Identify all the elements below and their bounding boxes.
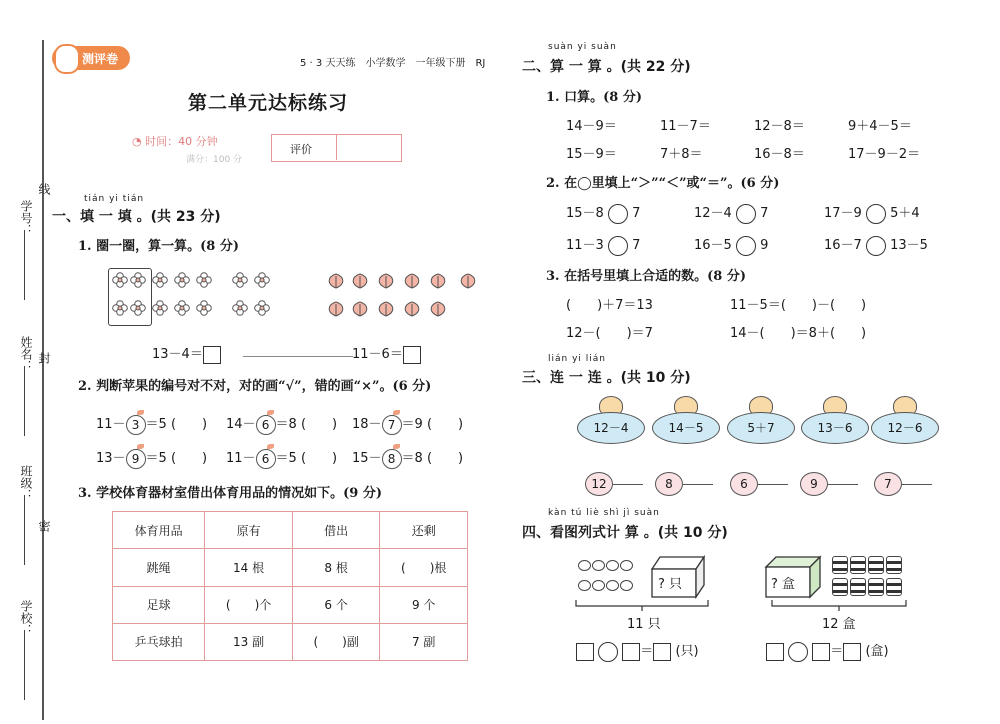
oral-calc-item[interactable]: 17－9－2＝ <box>848 147 921 162</box>
table-cell-blank[interactable]: ( )根 <box>380 549 468 586</box>
flower-icon <box>196 272 212 288</box>
compare-right: 13－5 <box>885 238 928 253</box>
sec1-pinyin: tián yi tián <box>84 194 145 204</box>
margin-mi: 密 <box>37 520 51 532</box>
formula-box[interactable] <box>766 643 784 661</box>
operator-circle[interactable] <box>788 642 808 662</box>
margin-banji-line <box>24 495 25 565</box>
leaf-icon <box>376 272 396 294</box>
apple-number-icon: 3 <box>126 415 146 435</box>
apple-expr-left: 13－ <box>96 451 126 466</box>
operator-circle[interactable] <box>598 642 618 662</box>
apple-judge-blank[interactable]: ＝5 ( ) <box>145 451 208 466</box>
leaf-icon <box>376 300 396 322</box>
compare-left: 11－3 <box>566 238 608 253</box>
formula-box[interactable] <box>622 643 640 661</box>
apple-item <box>226 413 337 435</box>
oral-calc-item[interactable]: 12－8＝ <box>754 119 805 134</box>
apple-expr-left: 11－ <box>226 451 256 466</box>
compare-right: 7 <box>627 206 641 221</box>
leaf-icon <box>402 272 422 294</box>
apple-judge-blank[interactable]: ＝5 ( ) <box>275 451 338 466</box>
margin-xingming-line <box>24 366 25 436</box>
leaf-icon <box>402 300 422 322</box>
table-header: 体育用品 <box>113 512 205 549</box>
leaf-icon <box>326 300 346 322</box>
sec4-title: 四、看图列式计 算 。(共 10 分) <box>522 525 728 541</box>
q1-title: 1. 圈一圈，算一算。(8 分) <box>78 239 239 254</box>
flower-icon <box>232 300 248 316</box>
q3-title: 3. 学校体育器材室借出体育用品的情况如下。(9 分) <box>78 486 382 501</box>
leaf-icon <box>458 272 478 294</box>
compare-left: 16－5 <box>694 238 736 253</box>
chick-icon <box>578 560 591 571</box>
margin-xuexiao-line <box>24 630 25 700</box>
cup-icon <box>850 578 866 596</box>
flower-icon <box>174 300 190 316</box>
formula-box[interactable] <box>653 643 671 661</box>
compare-right: 7 <box>627 238 641 253</box>
sec1-title: 一、填 一 填 。(共 23 分) <box>52 209 221 225</box>
flower-icon <box>152 300 168 316</box>
compare-circle[interactable] <box>736 236 756 256</box>
sec3-pinyin: lián yi lián <box>548 354 606 364</box>
table-cell: 9 个 <box>380 586 468 623</box>
apple-expr-left: 11－ <box>96 417 126 432</box>
chick-icon <box>606 580 619 591</box>
apple-expr-left: 18－ <box>352 417 382 432</box>
table-header: 借出 <box>292 512 380 549</box>
apple-item <box>226 447 337 469</box>
table-header-row <box>113 512 468 549</box>
apple-item <box>352 447 463 469</box>
flower-icon <box>232 272 248 288</box>
cup-icon <box>868 556 884 574</box>
compare-left: 17－9 <box>824 206 866 221</box>
table-row <box>113 586 468 623</box>
test-badge-label: 测评卷 <box>82 52 119 66</box>
formula-box[interactable] <box>576 643 594 661</box>
table-cell: 7 副 <box>380 623 468 660</box>
leaf-icon <box>350 300 370 322</box>
score-info: 满分：100 分 <box>186 155 243 165</box>
oral-calc-item[interactable]: 15－9＝ <box>566 147 617 162</box>
box-label: ? 盒 <box>771 577 796 592</box>
flower-icon <box>130 300 146 316</box>
compare-left: 16－7 <box>824 238 866 253</box>
lily-pad[interactable]: 5＋7 <box>727 412 795 444</box>
sec2-q1-title: 1. 口算。(8 分) <box>546 90 642 105</box>
compare-right: 9 <box>755 238 769 253</box>
lily-pad[interactable]: 13－6 <box>801 412 869 444</box>
leaf-icon <box>428 300 448 322</box>
flower-icon <box>254 272 270 288</box>
table-cell-blank[interactable]: ( )个 <box>205 586 293 623</box>
cup-icon <box>850 556 866 574</box>
right-brace <box>770 598 908 612</box>
q1-expr1: 13－4＝ <box>152 343 221 364</box>
table-row <box>113 623 468 660</box>
compare-left: 12－4 <box>694 206 736 221</box>
chick-icon <box>592 560 605 571</box>
margin-xuexiao-label: 学校： <box>19 600 33 636</box>
fill-item[interactable]: 11－5＝( )－( ) <box>730 298 867 313</box>
table-header: 原有 <box>205 512 293 549</box>
lily-pad[interactable]: 14－5 <box>652 412 720 444</box>
time-info: ◔ 时间：40 分钟 <box>132 135 218 148</box>
oral-calc-item[interactable]: 16－8＝ <box>754 147 805 162</box>
chick-icon <box>620 560 633 571</box>
apple-number-icon: 6 <box>256 415 276 435</box>
compare-left: 15－8 <box>566 206 608 221</box>
oral-calc-item[interactable]: 9＋4－5＝ <box>848 119 912 134</box>
chick-icon <box>620 580 633 591</box>
table-cell: 13 副 <box>205 623 293 660</box>
margin-xian: 线 <box>37 183 51 195</box>
evaluation-field[interactable] <box>337 135 399 160</box>
apple-number-icon: 9 <box>126 449 146 469</box>
clock-icon: ◔ <box>132 135 146 148</box>
leaf-icon <box>326 272 346 294</box>
apple-number-icon: 8 <box>382 449 402 469</box>
margin-xuehao-label: 学号： <box>19 200 33 236</box>
oral-calc-item[interactable]: 11－7＝ <box>660 119 711 134</box>
right-formula: ＝ (盒) <box>766 640 889 662</box>
margin-feng: 封 <box>37 352 51 364</box>
compare-item <box>566 202 640 224</box>
table-cell: 跳绳 <box>113 549 205 586</box>
cup-icon <box>868 578 884 596</box>
compare-circle[interactable] <box>608 204 628 224</box>
table-cell: 6 个 <box>292 586 380 623</box>
oral-calc-item[interactable]: 7＋8＝ <box>660 147 703 162</box>
formula-box[interactable] <box>812 643 830 661</box>
table-cell: 乒乓球拍 <box>113 623 205 660</box>
compare-circle[interactable] <box>866 236 886 256</box>
compare-right: 5＋4 <box>885 206 920 221</box>
flower-icon <box>254 300 270 316</box>
apple-judge-blank[interactable]: ＝9 ( ) <box>401 417 464 432</box>
lily-pad[interactable]: 12－6 <box>871 412 939 444</box>
tadpole-tail <box>828 484 858 485</box>
chick-icon <box>606 560 619 571</box>
right-unit: (盒) <box>865 644 889 659</box>
margin-xuehao-line <box>24 230 25 300</box>
compare-item <box>566 234 640 256</box>
formula-box[interactable] <box>843 643 861 661</box>
apple-judge-blank[interactable]: ＝8 ( ) <box>401 451 464 466</box>
apple-number-icon: 7 <box>382 415 402 435</box>
cup-icon <box>832 556 848 574</box>
apple-number-icon: 6 <box>256 449 276 469</box>
tadpole[interactable]: 12 <box>585 472 613 496</box>
margin-banji-label: 班级： <box>19 465 33 501</box>
table-cell-blank[interactable]: ( )副 <box>292 623 380 660</box>
fill-item[interactable]: ( )＋7＝13 <box>566 298 653 313</box>
flower-icon <box>112 272 128 288</box>
binding-line <box>42 40 44 720</box>
tadpole[interactable]: 8 <box>655 472 683 496</box>
sec2-q2-title: 2. 在◯里填上“＞”“＜”或“＝”。(6 分) <box>546 176 780 191</box>
cartoon-face-icon <box>54 44 80 74</box>
apple-item <box>96 413 207 435</box>
left-brace <box>574 598 710 612</box>
flower-icon <box>196 300 212 316</box>
table-cell: 8 根 <box>292 549 380 586</box>
oral-calc-item[interactable]: 14－9＝ <box>566 119 617 134</box>
apple-judge-blank[interactable]: ＝5 ( ) <box>145 417 208 432</box>
equipment-table <box>112 511 468 661</box>
compare-item <box>824 202 920 224</box>
q1-expr2: 11－6＝ <box>352 343 421 364</box>
compare-circle[interactable] <box>608 236 628 256</box>
sec3-title: 三、连 一 连 。(共 10 分) <box>522 370 691 386</box>
page-title: 第二单元达标练习 <box>188 92 349 114</box>
tadpole[interactable]: 7 <box>874 472 902 496</box>
flower-icon <box>174 272 190 288</box>
left-formula: ＝ (只) <box>576 640 699 662</box>
tadpole-tail <box>613 484 643 485</box>
compare-circle[interactable] <box>736 204 756 224</box>
right-total: 12 盒 <box>822 617 856 632</box>
sec2-q3-title: 3. 在括号里填上合适的数。(8 分) <box>546 269 746 284</box>
left-unit: (只) <box>675 644 699 659</box>
series-info: 5 · 3 天天练 小学数学 一年级下册 RJ <box>300 58 486 69</box>
table-row <box>113 549 468 586</box>
apple-item <box>352 413 463 435</box>
fill-item[interactable]: 12－( )＝7 <box>566 326 653 341</box>
flower-icon <box>112 300 128 316</box>
compare-right: 7 <box>755 206 769 221</box>
evaluation-label: 评价 <box>290 143 312 156</box>
flower-icon <box>130 272 146 288</box>
compare-item <box>824 234 928 256</box>
cup-icon <box>886 578 902 596</box>
sec2-pinyin: suàn yi suàn <box>548 42 617 52</box>
margin-xingming-label: 姓名： <box>19 336 33 372</box>
apple-expr-left: 14－ <box>226 417 256 432</box>
table-cell: 14 根 <box>205 549 293 586</box>
compare-item <box>694 234 768 256</box>
fill-item[interactable]: 14－( )＝8＋( ) <box>730 326 867 341</box>
flower-icon <box>152 272 168 288</box>
answer-box[interactable] <box>203 346 221 364</box>
apple-item <box>96 447 207 469</box>
q2-title: 2. 判断苹果的编号对不对，对的画“√”，错的画“×”。(6 分) <box>78 379 432 394</box>
left-total: 11 只 <box>627 617 661 632</box>
table-cell: 足球 <box>113 586 205 623</box>
sec2-title: 二、算 一 算 。(共 22 分) <box>522 59 691 75</box>
sec4-pinyin: kàn tú liè shì jì suàn <box>548 508 660 518</box>
chick-icon <box>578 580 591 591</box>
tadpole[interactable]: 9 <box>800 472 828 496</box>
tadpole-tail <box>683 484 713 485</box>
tadpole-tail <box>758 484 788 485</box>
cup-icon <box>886 556 902 574</box>
leaf-icon <box>350 272 370 294</box>
compare-circle[interactable] <box>866 204 886 224</box>
tadpole[interactable]: 6 <box>730 472 758 496</box>
cup-icon <box>832 578 848 596</box>
house-label: ? 只 <box>658 577 683 592</box>
answer-box[interactable] <box>403 346 421 364</box>
apple-expr-left: 15－ <box>352 451 382 466</box>
apple-judge-blank[interactable]: ＝8 ( ) <box>275 417 338 432</box>
q1-divider <box>243 356 353 357</box>
tadpole-tail <box>902 484 932 485</box>
compare-item <box>694 202 768 224</box>
leaf-icon <box>428 272 448 294</box>
table-header: 还剩 <box>380 512 468 549</box>
lily-pad[interactable]: 12－4 <box>577 412 645 444</box>
chick-icon <box>592 580 605 591</box>
